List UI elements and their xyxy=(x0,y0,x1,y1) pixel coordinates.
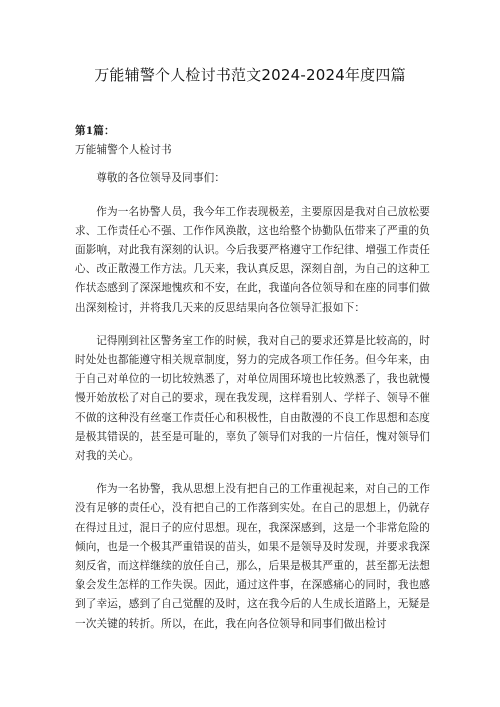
paragraph-3: 作为一名协警，我从思想上没有把自己的工作重视起来，对自己的工作没有足够的责任心，没有把自己的工作落到实处。在自己的思想上，仍就存在得过且过，混日子的应付思想。现在，我深深感到，这是一个非常危险的倾向，也是一个极其严重错误的苗头，如果不是领导及时发现，并要求我深刻反省，而这样继续的放任自己，那么，后果是极其严重的，甚至都无法想象会发生怎样的工作失误。因此，通过这件事，在深感痛心的同时，我也感到了幸运，感到了自己觉醒的及时，这在我今后的人生成长道路上，无疑是一次关键的转折。所以，在此，我在向各位领导和同事们做出检讨 xyxy=(75,483,430,630)
paragraph-1: 作为一名协警人员，我今年工作表现极差，主要原因是我对自己放松要求、工作责任心不强、工作作风涣散，这也给整个协勤队伍带来了严重的负面影响，对此我有深刻的认识。今后我要严格遵守工作纪律、增强工作责任心、改正散漫工作方法。几天来，我认真反思，深刻自剖，为自己的这种工作状态感到了深深地愧疚和不安，在此，我谨向各位领导和在座的同事们做出深刻检讨，并将我几天来的反思结果向各位领导汇报如下： xyxy=(75,205,430,314)
paragraph-2: 记得刚到社区警务室工作的时候，我对自己的要求还算是比较高的，时时处处也都能遵守相关规章制度，努力的完成各项工作任务。但今年来，由于自己对单位的一切比较熟悉了，对单位周围环境也比较熟悉了，我也就慢慢开始放松了对自己的要求，现在我发现，这样看别人、学样子、领导不催不做的这种没有丝毫工作责任心和积极性，自由散漫的不良工作思想和态度是极其错误的，甚至是可耻的，辜负了领导们对我的一片信任，愧对领导们对我的关心。 xyxy=(75,334,430,463)
section-label: 第1篇： xyxy=(75,125,115,137)
salutation: 尊敬的各位领导及同事们： xyxy=(96,172,226,185)
document-body xyxy=(75,122,430,634)
section-title: 万能辅警个人检讨书 xyxy=(75,144,172,157)
document-title: 万能辅警个人检讨书范文2024-2024年度四篇 xyxy=(94,66,406,84)
